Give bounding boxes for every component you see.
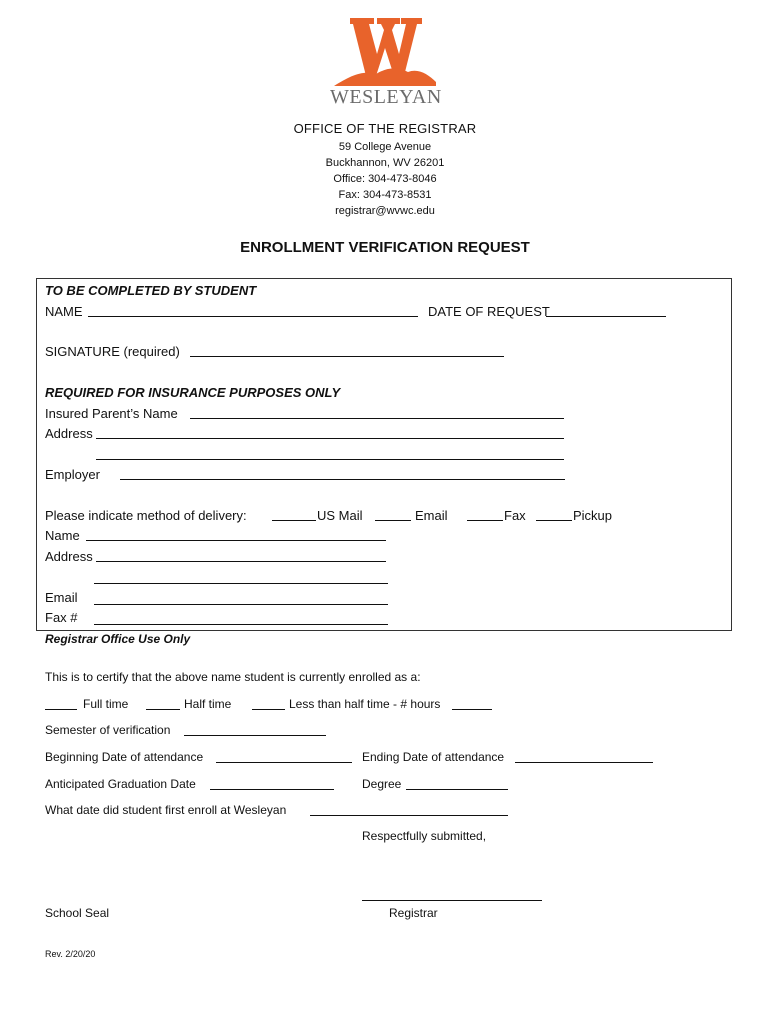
fax-option: Fax (504, 508, 526, 523)
fax-number: Fax: 304-473-8531 (338, 189, 432, 201)
registrar-label: Registrar (389, 906, 438, 920)
full-time-label: Full time (83, 697, 129, 711)
employer-label: Employer (45, 467, 100, 482)
insurance-heading: REQUIRED FOR INSURANCE PURPOSES ONLY (45, 385, 341, 400)
degree-field[interactable] (406, 789, 508, 790)
begin-date-field[interactable] (216, 762, 352, 763)
us-mail-option: US Mail (317, 508, 363, 523)
office-use-heading: Registrar Office Use Only (45, 632, 191, 646)
respectfully-submitted: Respectfully submitted, (362, 829, 487, 843)
delivery-fax-label: Fax # (45, 610, 78, 625)
hours-field[interactable] (452, 709, 492, 710)
us-mail-checkbox[interactable] (272, 520, 316, 521)
semester-label: Semester of verification (45, 723, 171, 737)
first-enroll-label: What date did student first enroll at Wesleyan (45, 803, 287, 817)
date-of-request-label: DATE OF REQUEST (428, 304, 550, 319)
half-time-blank[interactable] (146, 709, 180, 710)
less-than-half-blank[interactable] (252, 709, 285, 710)
delivery-address-field-2[interactable] (94, 583, 388, 584)
email-option: Email (415, 508, 448, 523)
grad-date-field[interactable] (210, 789, 334, 790)
delivery-name-field[interactable] (86, 540, 386, 541)
name-label: NAME (45, 304, 83, 319)
date-of-request-field[interactable] (546, 316, 666, 317)
logo-wordmark: WESLEYAN (330, 86, 442, 108)
delivery-address-label: Address (45, 549, 93, 564)
pickup-checkbox[interactable] (536, 520, 572, 521)
revision-date: Rev. 2/20/20 (45, 949, 96, 959)
begin-date-label: Beginning Date of attendance (45, 750, 204, 764)
student-section-heading: TO BE COMPLETED BY STUDENT (45, 283, 257, 298)
delivery-email-field[interactable] (94, 604, 388, 605)
employer-field[interactable] (120, 479, 565, 480)
grad-date-label: Anticipated Graduation Date (45, 777, 196, 791)
fax-checkbox[interactable] (467, 520, 503, 521)
delivery-address-field-1[interactable] (96, 561, 386, 562)
degree-label: Degree (362, 777, 402, 791)
email-checkbox[interactable] (375, 520, 411, 521)
office-name: OFFICE OF THE REGISTRAR (293, 121, 477, 136)
first-enroll-field[interactable] (310, 815, 508, 816)
insurance-address-label: Address (45, 426, 93, 441)
document-title: ENROLLMENT VERIFICATION REQUEST (240, 239, 530, 256)
semester-field[interactable] (184, 735, 326, 736)
signature-label: SIGNATURE (required) (45, 344, 180, 359)
school-seal-label: School Seal (45, 906, 110, 920)
signature-field[interactable] (190, 356, 504, 357)
office-phone: Office: 304-473-8046 (333, 173, 437, 185)
full-time-blank[interactable] (45, 709, 77, 710)
address-line-2: Buckhannon, WV 26201 (325, 157, 445, 169)
delivery-method-label: Please indicate method of delivery: (45, 508, 247, 523)
name-field[interactable] (88, 316, 418, 317)
less-than-half-label: Less than half time - # hours (289, 697, 441, 711)
insured-parent-label: Insured Parent’s Name (45, 406, 178, 421)
delivery-fax-field[interactable] (94, 624, 388, 625)
end-date-field[interactable] (515, 762, 653, 763)
registrar-signature-field[interactable] (362, 900, 542, 901)
half-time-label: Half time (184, 697, 232, 711)
certify-statement: This is to certify that the above name student is currently enrolled as a: (45, 670, 421, 684)
end-date-label: Ending Date of attendance (362, 750, 505, 764)
student-section-box (36, 278, 732, 631)
insurance-address-field-2[interactable] (96, 459, 564, 460)
insurance-address-field-1[interactable] (96, 438, 564, 439)
insured-parent-field[interactable] (190, 418, 564, 419)
pickup-option: Pickup (573, 508, 613, 523)
address-line-1: 59 College Avenue (338, 141, 432, 153)
registrar-email: registrar@wvwc.edu (335, 205, 435, 217)
delivery-email-label: Email (45, 590, 78, 605)
delivery-name-label: Name (45, 528, 80, 543)
